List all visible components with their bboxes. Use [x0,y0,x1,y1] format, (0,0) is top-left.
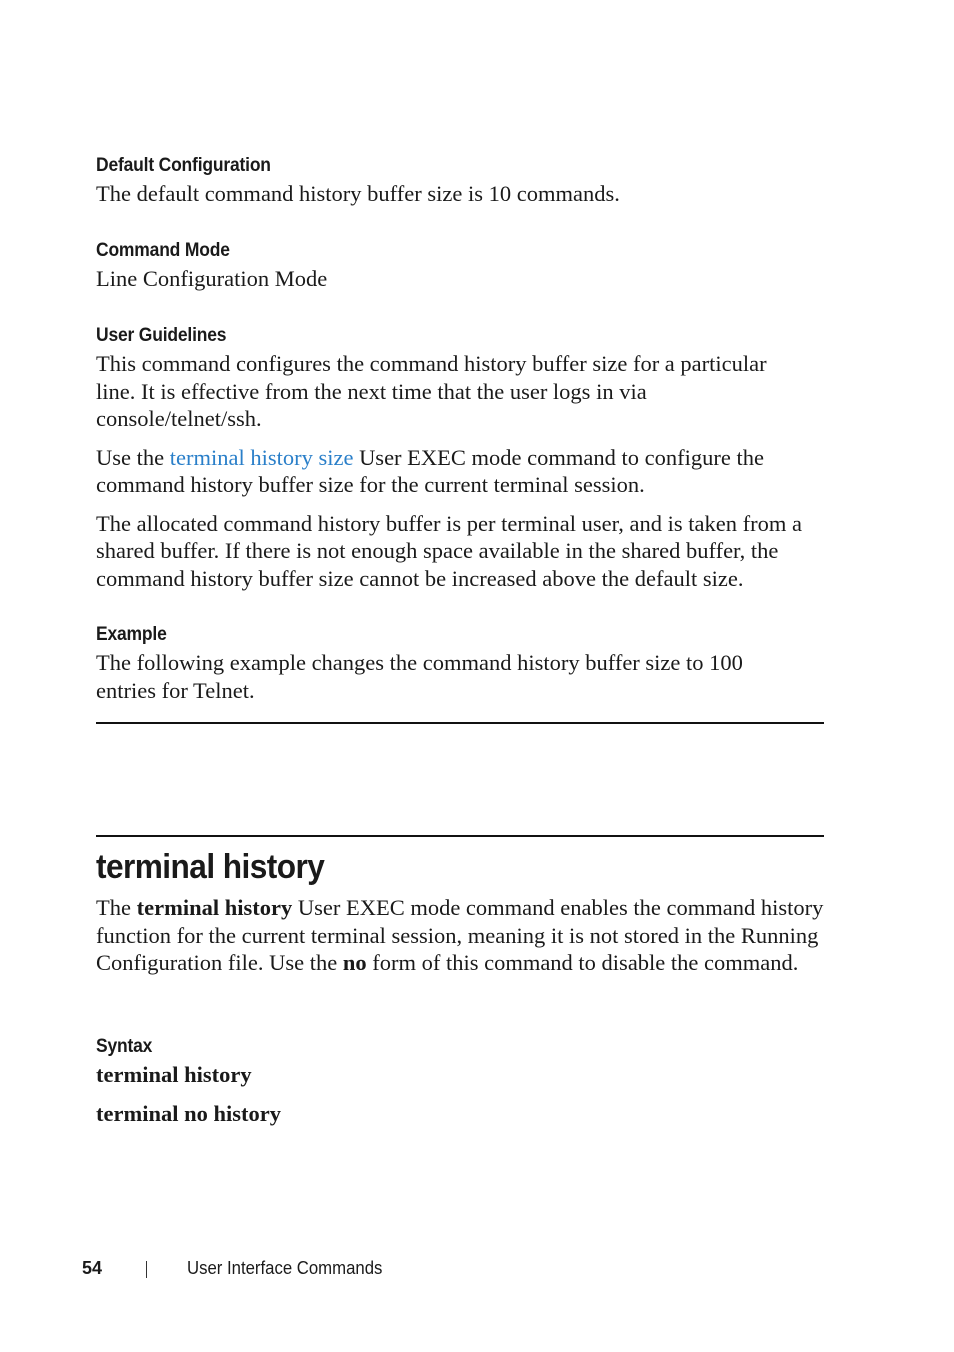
syntax-heading: Syntax [96,1036,153,1057]
command-desc-bold-2: no [342,950,367,975]
example-section [96,624,824,704]
command-title: terminal history [96,848,325,886]
command-mode-text: Line Configuration Mode [96,266,328,291]
command-desc-part-2: User EXEC mode command enables the command history function for the current terminal session, meaning it is not stored in the Running Configuration file. Use the [96,895,824,975]
default-config-heading: Default Configuration [96,155,271,176]
command-description [96,894,824,977]
example-heading: Example [96,624,167,645]
terminal-history-size-link[interactable]: terminal history size [169,444,354,470]
command-desc-part-1: The [96,895,137,920]
example-text: The following example changes the command history buffer size to 100 entries for Telnet. [96,650,743,703]
syntax-line-2: terminal no history [96,1100,281,1126]
command-description-block [96,894,824,977]
command-mode-section [96,240,824,293]
user-guidelines-p2-pre: Use the [96,444,170,470]
example-bottom-rule [96,722,824,724]
footer-separator [146,1261,147,1278]
default-config-section [96,155,824,208]
command-desc-part-3: form of this command to disable the command. [366,950,799,975]
command-mode-heading: Command Mode [96,240,230,261]
user-guidelines-paragraph-1: This command configures the command history buffer size for a particular line. It is effective from the next time that the user logs in via console/telnet/ssh. [96,351,767,431]
user-guidelines-p2-post: User EXEC mode command to configure the command history buffer size for the current terminal session. [96,444,764,497]
default-config-text: The default command history buffer size is 10 commands. [96,181,620,206]
user-guidelines-paragraph-3: The allocated command history buffer is per terminal user, and is taken from a shared buffer. If there is not enough space available in the shared buffer, the command history buffer size cannot be increased above the default size. [96,510,802,591]
footer-section-title: User Interface Commands [187,1258,383,1278]
page-number: 54 [82,1258,103,1278]
syntax-section [96,1036,824,1127]
syntax-line-1: terminal history [96,1062,252,1087]
command-top-rule [96,835,824,837]
user-guidelines-paragraph-2 [96,444,824,499]
user-guidelines-heading: User Guidelines [96,325,227,346]
user-guidelines-section [96,325,824,592]
command-desc-bold-1: terminal history [136,895,293,920]
